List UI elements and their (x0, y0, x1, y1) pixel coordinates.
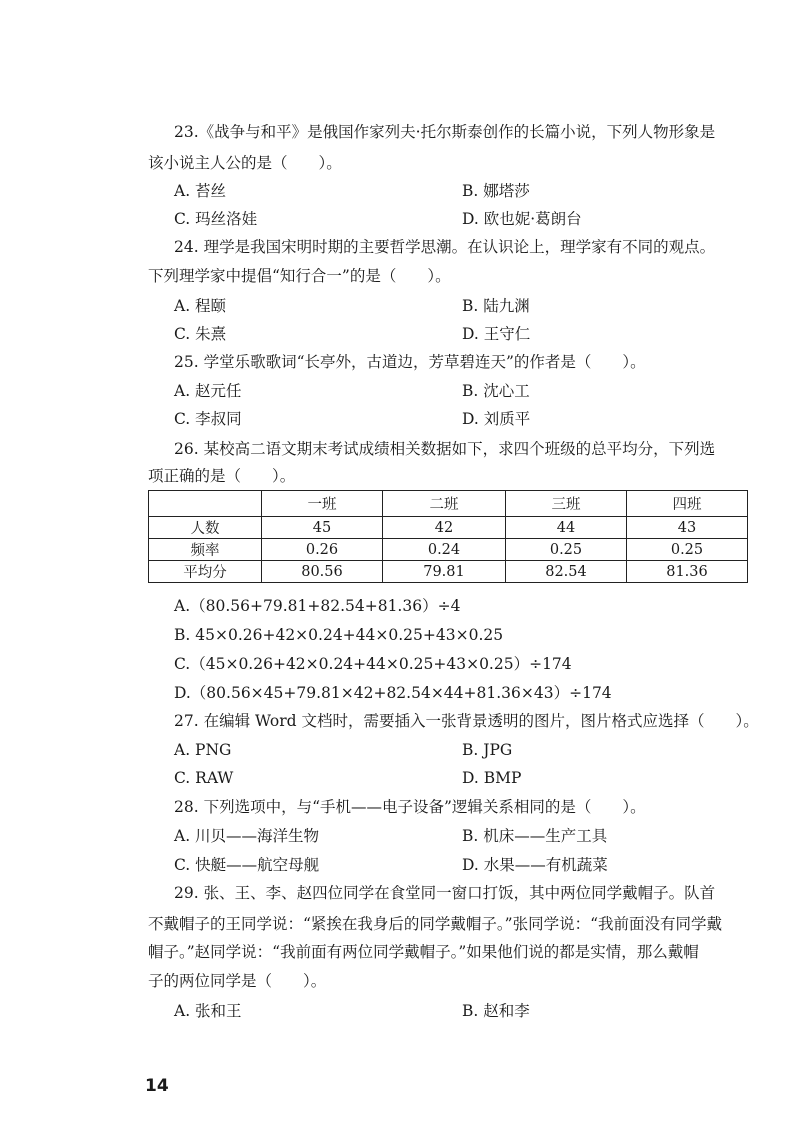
q24-option-a: A. 程颐 (174, 297, 227, 315)
page-number: 14 (145, 1076, 169, 1096)
table-cell: 42 (383, 517, 506, 539)
q24-option-b: B. 陆九渊 (462, 297, 530, 315)
table-cell: 43 (627, 517, 748, 539)
q23-option-c: C. 玛丝洛娃 (174, 210, 258, 228)
q29-stem-line1: 29. 张、王、李、赵四位同学在食堂同一窗口打饭，其中两位同学戴帽子。队首 (174, 884, 716, 902)
q28-option-b: B. 机床——生产工具 (462, 827, 608, 845)
table-cell: 0.26 (262, 539, 383, 561)
q25-option-c: C. 李叔同 (174, 410, 242, 428)
q29-option-b: B. 赵和李 (462, 1002, 530, 1020)
table-cell: 81.36 (627, 561, 748, 583)
table-cell: 人数 (149, 517, 262, 539)
q27-stem-line1: 27. 在编辑 Word 文档时，需要插入一张背景透明的图片，图片格式应选择（ ）。 (174, 712, 759, 730)
q26-stem-line1: 26. 某校高二语文期末考试成绩相关数据如下，求四个班级的总平均分，下列选 (174, 440, 716, 458)
q23-stem-line2: 该小说主人公的是（ ）。 (148, 154, 342, 172)
table-header-cell: 二班 (383, 491, 506, 517)
q29-option-a: A. 张和王 (174, 1002, 242, 1020)
table-header-cell: 三班 (506, 491, 627, 517)
q26-option-c: C.（45×0.26+42×0.24+44×0.25+43×0.25）÷174 (174, 655, 572, 673)
table-header-row (149, 491, 748, 517)
table-cell: 44 (506, 517, 627, 539)
q26-stem-line2: 项正确的是（ ）。 (148, 467, 296, 485)
q25-option-a: A. 赵元任 (174, 382, 242, 400)
table-cell: 频率 (149, 539, 262, 561)
score-table (148, 490, 748, 583)
table-cell: 0.25 (627, 539, 748, 561)
q23-option-a: A. 苔丝 (174, 182, 227, 200)
q25-stem-line1: 25. 学堂乐歌歌词“长亭外，古道边，芳草碧连天”的作者是（ ）。 (174, 353, 646, 371)
table-row (149, 561, 748, 583)
table-cell: 0.25 (506, 539, 627, 561)
q29-stem-line3: 帽子。”赵同学说：“我前面有两位同学戴帽子。”如果他们说的都是实情，那么戴帽 (148, 943, 699, 961)
table-cell: 45 (262, 517, 383, 539)
table-cell: 79.81 (383, 561, 506, 583)
table-cell: 0.24 (383, 539, 506, 561)
q23-option-d: D. 欧也妮·葛朗台 (462, 210, 582, 228)
q27-option-b: B. JPG (462, 741, 513, 759)
q26-option-d: D.（80.56×45+79.81×42+82.54×44+81.36×43）÷174 (174, 684, 612, 702)
table-header-cell (149, 491, 262, 517)
q25-option-b: B. 沈心工 (462, 382, 530, 400)
q27-option-d: D. BMP (462, 769, 522, 787)
q24-stem-line1: 24. 理学是我国宋明时期的主要哲学思潮。在认识论上，理学家有不同的观点。 (174, 238, 716, 256)
q29-stem-line2: 不戴帽子的王同学说：“紧挨在我身后的同学戴帽子。”张同学说：“我前面没有同学戴 (148, 915, 723, 933)
table-header-cell: 一班 (262, 491, 383, 517)
table-cell: 80.56 (262, 561, 383, 583)
q23-option-b: B. 娜塔莎 (462, 182, 530, 200)
q24-option-d: D. 王守仁 (462, 325, 531, 343)
q26-option-b: B. 45×0.26+42×0.24+44×0.25+43×0.25 (174, 626, 504, 644)
q28-option-c: C. 快艇——航空母舰 (174, 856, 320, 874)
q28-stem-line1: 28. 下列选项中，与“手机——电子设备”逻辑关系相同的是（ ）。 (174, 798, 646, 816)
q24-stem-line2: 下列理学家中提倡“知行合一”的是（ ）。 (148, 267, 451, 285)
q23-stem-line1: 23.《战争与和平》是俄国作家列夫·托尔斯泰创作的长篇小说，下列人物形象是 (174, 123, 716, 141)
table-row (149, 539, 748, 561)
q24-option-c: C. 朱熹 (174, 325, 227, 343)
q27-option-a: A. PNG (174, 741, 232, 759)
table-row (149, 517, 748, 539)
q28-option-a: A. 川贝——海洋生物 (174, 827, 320, 845)
table-cell: 82.54 (506, 561, 627, 583)
table-cell: 平均分 (149, 561, 262, 583)
q28-option-d: D. 水果——有机蔬菜 (462, 856, 608, 874)
q26-option-a: A.（80.56+79.81+82.54+81.36）÷4 (174, 597, 461, 615)
q29-stem-line4: 子的两位同学是（ ）。 (148, 972, 327, 990)
table-header-cell: 四班 (627, 491, 748, 517)
q27-option-c: C. RAW (174, 769, 234, 787)
q25-option-d: D. 刘质平 (462, 410, 531, 428)
